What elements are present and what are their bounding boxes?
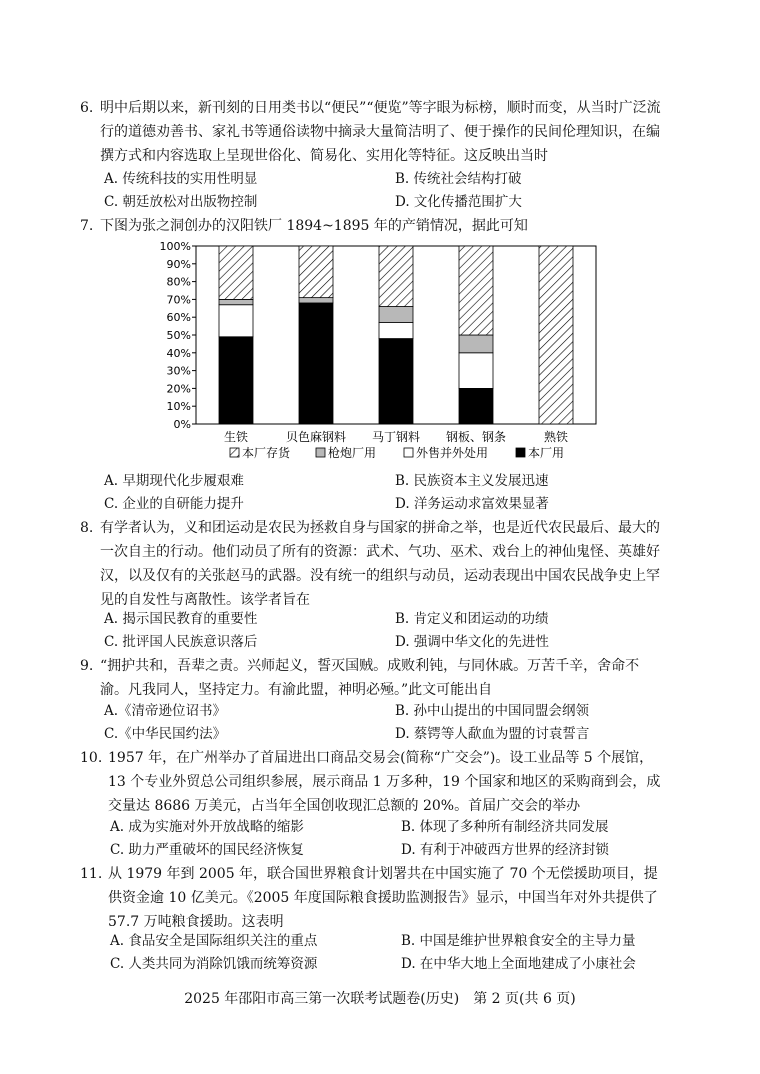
option-c: C. 企业的自研能力提升 (104, 496, 244, 512)
question-9 (80, 654, 666, 702)
option-d: D. 文化传播范围扩大 (395, 194, 522, 210)
option-a: A.《清帝逊位诏书》 (104, 703, 227, 719)
question-8 (80, 516, 666, 612)
y-tick-label: 70% (166, 293, 191, 307)
options-q10 (106, 816, 686, 862)
question-stem: 下图为张之洞创办的汉阳铁厂 1894~1895 年的产销情况，据此可知 (100, 218, 528, 234)
option-d: D. 有利于冲破西方世界的经济封锁 (401, 842, 609, 858)
option-d: D. 在中华大地上全面地建成了小康社会 (401, 956, 636, 972)
bar-segment (539, 246, 573, 424)
bar-segment (219, 246, 253, 299)
x-tick-label: 钢板、钢条 (445, 430, 507, 444)
option-b: B. 孙中山提出的中国同盟会纲领 (395, 703, 590, 719)
y-tick-label: 30% (166, 364, 191, 378)
legend-label: 枪炮厂用 (328, 446, 377, 460)
option-c: C. 人类共同为消除饥饿而统筹资源 (110, 956, 318, 972)
question-stem: 有学者认为，义和团运动是农民为拯救自身与国家的拼命之举，也是近代农民最后、最大的一次自主的行动。他们动员了所有的资源：武术、气功、巫术、戏台上的神仙鬼怪、英雄好汉，以及仅有的关张赵马的武器。没有统一的组织与动员，运动表现出中国农民战争史上罕见的自发性与离散性。该学者旨在 (100, 520, 660, 608)
bar-segment (219, 305, 253, 337)
x-tick-label: 熟铁 (543, 430, 569, 444)
legend-label: 外售并外处用 (416, 446, 489, 460)
legend-swatch (404, 448, 413, 457)
question-stem: “拥护共和，吾辈之责。兴师起义，誓灭国贼。成败利钝，与同休戚。万苦千辛，舍命不渝。凡我同人，坚持定力。有渝此盟，神明必殛。”此文可能出自 (100, 658, 640, 698)
option-b: B. 肯定义和团运动的功绩 (395, 611, 549, 627)
option-b: B. 中国是维护世界粮食安全的主导力量 (401, 933, 636, 949)
question-stem: 1957 年，在广州举办了首届进出口商品交易会(简称“广交会”)。设工业品等 5 个展馆，13 个专业外贸总公司组织参展，展示商品 1 万多种，19 个国家和地区的采购商到会，成交量达 8686 万美元，占当年全国创收现汇总额的 20%。首届广交会的举办 (108, 750, 661, 814)
bar-segment (219, 299, 253, 304)
bar-segment (299, 303, 333, 424)
option-b: B. 民族资本主义发展迅速 (395, 473, 549, 489)
option-d: D. 蔡锷等人歃血为盟的讨袁誓言 (395, 726, 590, 742)
option-a: A. 揭示国民教育的重要性 (104, 611, 258, 627)
y-tick-label: 40% (166, 346, 191, 360)
question-number: 11. (80, 866, 103, 882)
option-a: A. 成为实施对外开放战略的缩影 (110, 819, 304, 835)
question-11 (80, 862, 666, 934)
bar-segment (459, 335, 493, 353)
y-tick-label: 0% (173, 418, 191, 431)
question-stem: 从 1979 年到 2005 年，联合国世界粮食计划署共在中国实施了 70 个无偿援助项目，提供资金逾 10 亿美元。《2005 年度国际粮食援助监测报告》显示，中国当年对外共提供了 57.7 万吨粮食援助。这表明 (108, 866, 658, 930)
x-tick-label: 生铁 (223, 430, 249, 444)
y-tick-label: 80% (166, 275, 191, 289)
question-6 (80, 96, 666, 168)
options-q8 (100, 608, 680, 654)
option-d: D. 强调中华文化的先进性 (395, 634, 549, 650)
question-7 (80, 214, 666, 238)
x-tick-label: 贝色麻钢料 (285, 430, 347, 444)
y-tick-label: 100% (159, 240, 191, 253)
question-number: 9. (80, 658, 94, 674)
y-tick-label: 60% (166, 311, 191, 325)
bar-segment (379, 307, 413, 323)
page-footer: 2025 年邵阳市高三第一次联考试题卷(历史) 第 2 页(共 6 页) (184, 991, 576, 1007)
options-q9 (100, 700, 680, 746)
bar-segment (219, 337, 253, 424)
option-a: A. 早期现代化步履艰难 (104, 473, 244, 489)
y-tick-label: 10% (166, 400, 191, 414)
bar-segment (299, 246, 333, 298)
options-q7 (100, 470, 680, 516)
option-d: D. 洋务运动求富效果显著 (395, 496, 549, 512)
option-a: A. 传统科技的实用性明显 (104, 171, 258, 187)
option-b: B. 传统社会结构打破 (395, 171, 522, 187)
y-tick-label: 90% (166, 257, 191, 271)
legend-label: 本厂用 (528, 446, 565, 460)
question-number: 7. (80, 218, 94, 234)
options-q11 (106, 930, 686, 976)
stacked-bar-chart (150, 238, 620, 468)
bar-segment (459, 246, 493, 335)
question-number: 6. (80, 100, 94, 116)
legend-swatch (230, 448, 239, 457)
option-c: C. 朝廷放松对出版物控制 (104, 194, 258, 210)
question-stem: 明中后期以来，新刊刻的日用类书以“便民”“便览”等字眼为标榜，顺时而变，从当时广泛流行的道德劝善书、家礼书等通俗读物中摘录大量简洁明了、便于操作的民间伦理知识，在编撰方式和内容选取上呈现世俗化、简易化、实用化等特征。这反映出当时 (100, 100, 661, 164)
option-c: C.《中华民国约法》 (104, 726, 227, 742)
question-number: 8. (80, 520, 94, 536)
bar-segment (379, 339, 413, 424)
legend-swatch (316, 448, 325, 457)
option-b: B. 体现了多种所有制经济共同发展 (401, 819, 609, 835)
bar-segment (299, 298, 333, 303)
question-number: 10. (80, 750, 103, 766)
legend-label: 本厂存货 (242, 446, 291, 460)
legend-swatch (516, 448, 525, 457)
bar-segment (379, 323, 413, 339)
options-q6 (100, 168, 680, 214)
y-tick-label: 50% (166, 329, 191, 342)
option-a: A. 食品安全是国际组织关注的重点 (110, 933, 318, 949)
y-tick-label: 20% (166, 382, 191, 396)
question-10 (80, 746, 666, 818)
option-c: C. 助力严重破坏的国民经济恢复 (110, 842, 304, 858)
x-tick-label: 马丁钢料 (371, 430, 421, 444)
bar-segment (459, 353, 493, 389)
bar-segment (379, 246, 413, 307)
bar-segment (459, 388, 493, 424)
option-c: C. 批评国人民族意识落后 (104, 634, 258, 650)
